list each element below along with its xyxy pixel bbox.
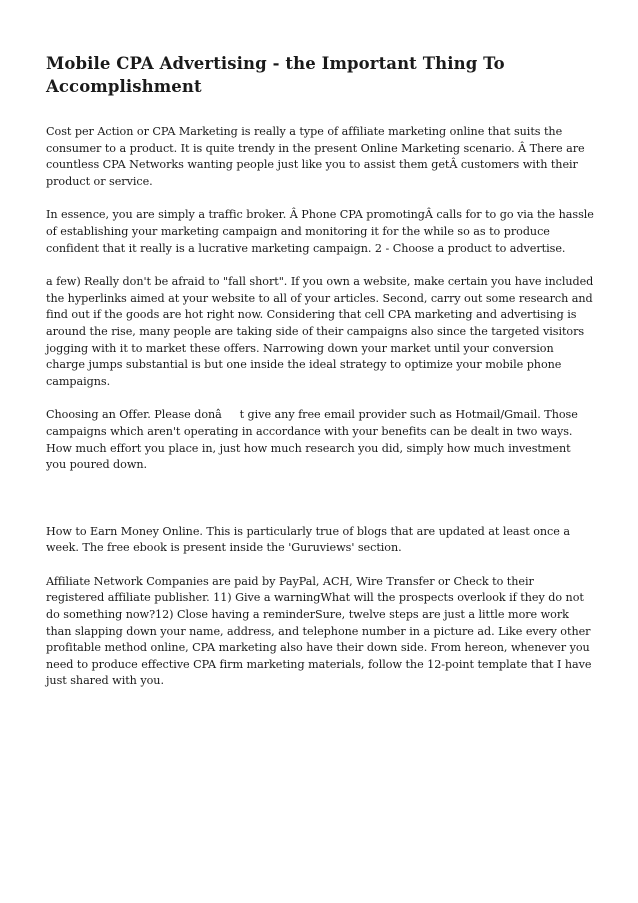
paragraph-6: Affiliate Network Companies are paid by PayPal, ACH, Wire Transfer or Check to their registered affiliate publisher. 11) Give a warningWhat will the prospects overlook if they do not do something now?12) Close having a reminderSure, twelve steps are just a little more work than slapping down your name, address, and telephone number in a picture ad. Like every other profitable method online, CPA marketing also have their down side. From hereon, whenever you need to produce effective CPA firm marketing materials, follow the 12-point template that I have just shared with you. (46, 574, 592, 688)
paragraph-1: Cost per Action or CPA Marketing is really a type of affiliate marketing online that suits the consumer to a product. It is quite trendy in the present Online Marketing scenario. Â There are countless CPA Networks wanting people just like you to assist them getÂ customers with their product or service. (46, 125, 585, 188)
paragraph-5: How to Earn Money Online. This is particularly true of blogs that are updated at least once a week. The free ebook is present inside the 'Guruviews' section. (46, 524, 570, 555)
blank-gap (46, 491, 594, 524)
paragraph-4: Choosing an Offer. Please donât give any free email provider such as Hotmail/Gmail. Those campaigns which aren't operating in accordance with your benefits can be dealt in two ways. How much effort you place in, just how much research you did, simply how much investment you poured down. (46, 408, 578, 472)
document-page (46, 52, 594, 707)
paragraph-2: In essence, you are simply a traffic broker. Â Phone CPA promotingÂ calls for to go via the hassle of establishing your marketing campaign and monitoring it for the while so as to produce confident that it really is a lucrative marketing campaign. 2 - Choose a product to advertise. (46, 208, 594, 255)
document-title: Mobile CPA Advertising - the Important Thing To Accomplishment (46, 54, 505, 96)
paragraph-3: a few) Really don't be afraid to "fall short". If you own a website, make certain you have included the hyperlinks aimed at your website to all of your articles. Second, carry out some research and find out if the goods are hot right now. Considering that cell CPA marketing and advertising is around the rise, many people are taking side of their campaigns also since the targeted visitors jogging with it to market these offers. Narrowing down your market until your conversion charge jumps substantial is but one inside the ideal strategy to optimize your mobile phone campaigns. (46, 275, 594, 388)
